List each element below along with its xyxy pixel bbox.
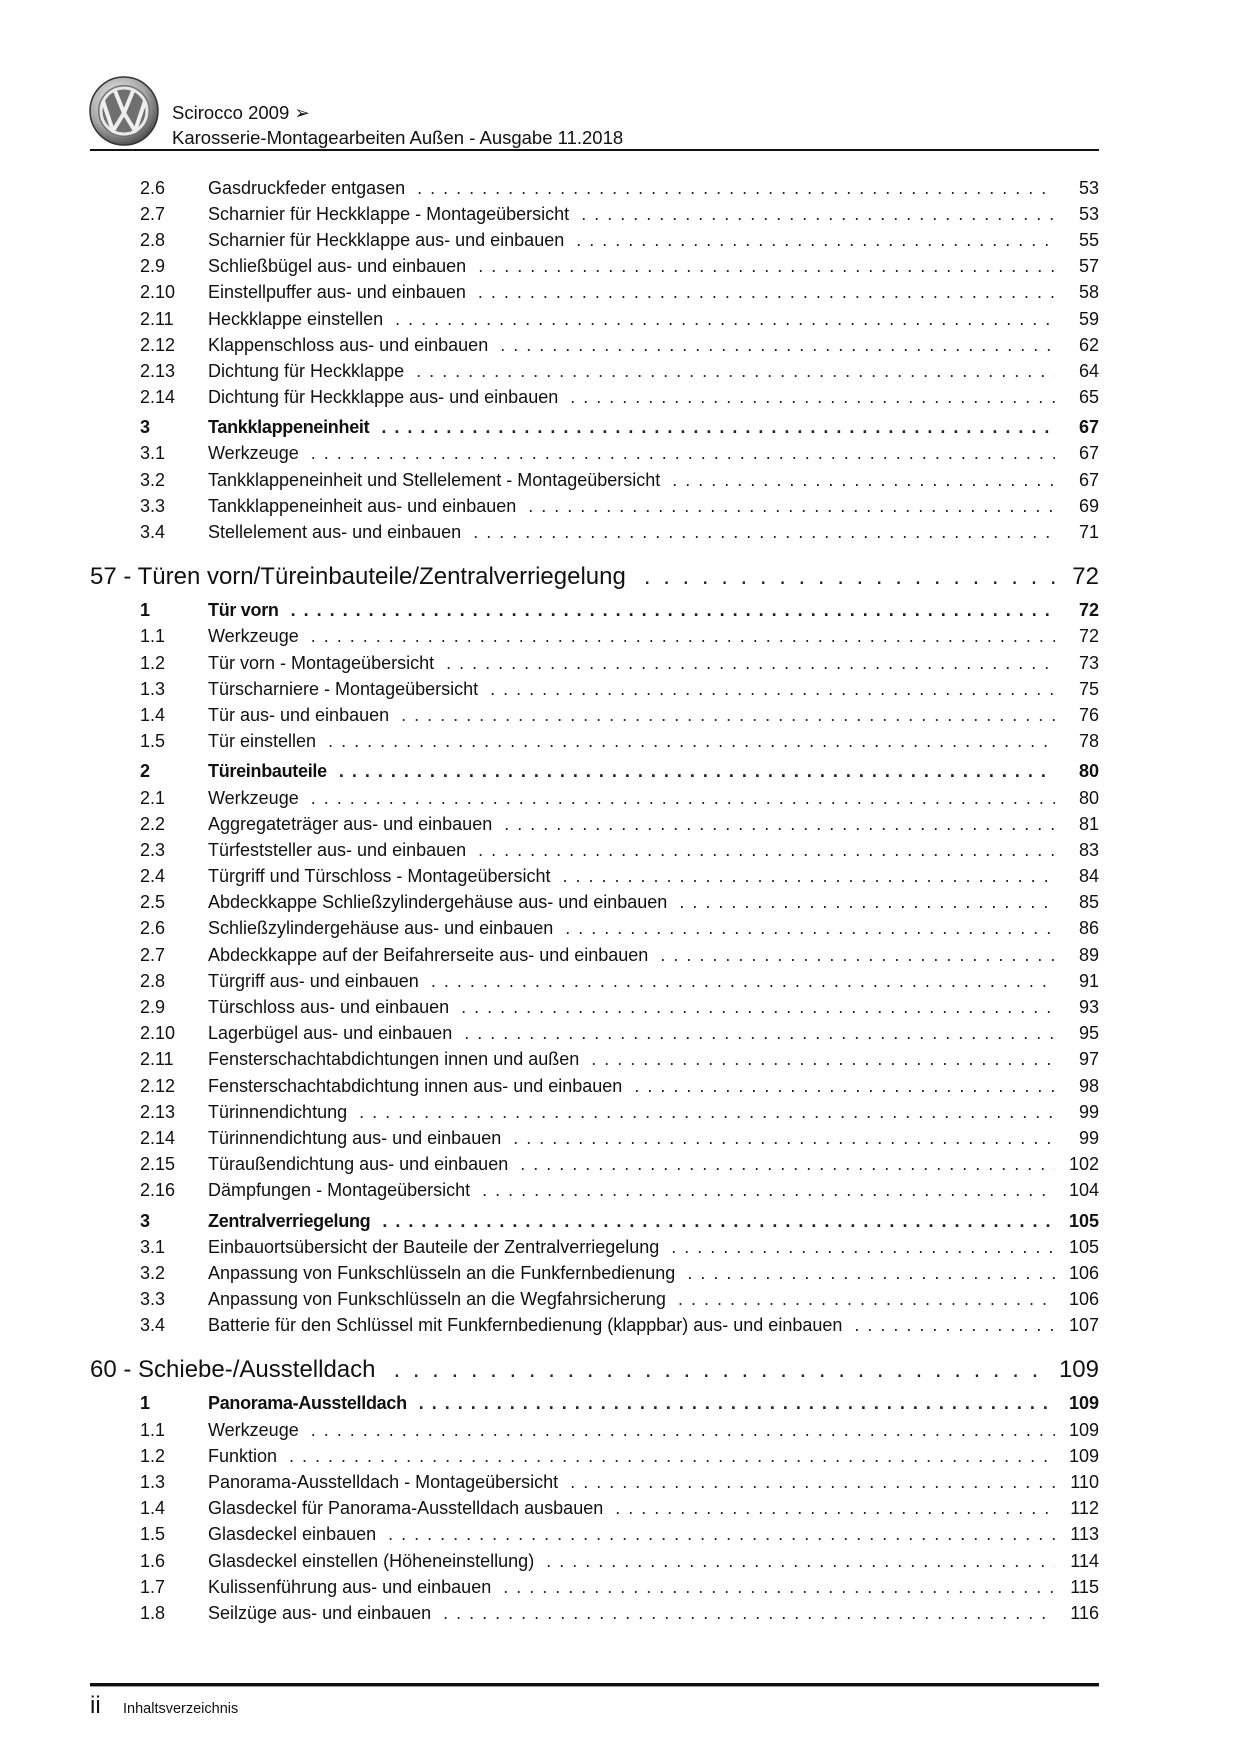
toc-entry-title: Glasdeckel einbauen [208,1524,377,1545]
dot-leader [443,1603,1055,1624]
toc-entry-page: 67 [1078,469,1099,490]
toc-entry-title: Türeinbauteile [208,761,327,782]
footer-rule [90,1683,1099,1687]
dot-leader [446,653,1055,674]
toc-entry-title: Tür vorn - Montageübersicht [208,652,435,673]
dot-leader [576,230,1055,251]
toc-item-row[interactable] [90,467,1099,493]
toc-entry-page: 75 [1078,678,1099,699]
toc-entry-number: 2.10 [140,282,176,303]
toc-entry-number: 1.7 [140,1576,166,1597]
toc-entry-page: 95 [1078,1023,1099,1044]
toc-item-row[interactable] [90,1234,1099,1260]
toc-entry-page: 72 [1072,562,1099,590]
toc-entry-title: Anpassung von Funkschlüsseln an die Wegfahrsicherung [208,1289,666,1310]
toc-entry-page: 72 [1078,626,1099,647]
toc-entry-title: Werkzeuge [208,443,299,464]
toc-entry-page: 67 [1078,417,1099,438]
toc-entry-page: 80 [1078,761,1099,782]
dot-leader [634,1076,1055,1097]
toc-entry-title: Dichtung für Heckklappe aus- und einbauen [208,387,559,408]
toc-entry-page: 59 [1078,308,1099,329]
toc-entry-number: 3 [140,1210,151,1231]
toc-entry-page: 109 [1068,1445,1099,1466]
toc-section-row[interactable] [90,1391,1099,1417]
toc-entry-title: Funktion [208,1445,278,1466]
toc-entry-page: 55 [1078,229,1099,250]
dot-leader [339,761,1055,782]
toc-entry-title: Batterie für den Schlüssel mit Funkfernbedienung (klappbar) aus- und einbauen [208,1315,843,1336]
toc-entry-number: 2.14 [140,387,176,408]
toc-item-row[interactable] [90,968,1099,994]
dot-leader [401,705,1055,726]
toc-entry-number: 2.14 [140,1127,176,1148]
toc-entry-title: Fensterschachtabdichtung innen aus- und einbauen [208,1075,623,1096]
toc-entry-page: 73 [1078,652,1099,673]
table-of-contents [90,175,1099,1627]
toc-entry-number: 1.3 [140,1472,166,1493]
toc-item-row[interactable] [90,1313,1099,1339]
dot-leader [565,918,1055,939]
dot-leader [478,282,1055,303]
dot-leader [311,626,1055,647]
toc-section-row[interactable] [90,759,1099,785]
toc-entry-title: Tankklappeneinheit [208,417,370,438]
dot-leader [570,387,1055,408]
toc-entry-page: 93 [1078,997,1099,1018]
toc-entry-page: 113 [1070,1524,1099,1545]
toc-entry-number: 2.9 [140,256,166,277]
toc-entry-number: 1.8 [140,1602,166,1623]
dot-leader [513,1128,1055,1149]
vw-logo [88,75,160,147]
toc-item-row[interactable] [90,1260,1099,1286]
toc-entry-page: 109 [1068,1419,1099,1440]
toc-entry-number: 2.6 [140,918,166,939]
toc-entry-page: 53 [1078,177,1099,198]
toc-entry-page: 89 [1078,944,1099,965]
dot-leader [504,814,1055,835]
dot-leader [644,563,1055,591]
toc-entry-page: 97 [1078,1049,1099,1070]
header-rule [90,149,1099,151]
toc-entry-title: Glasdeckel für Panorama-Ausstelldach ausbauen [208,1498,604,1519]
toc-entry-number: 1.2 [140,652,166,673]
toc-item-row[interactable] [90,785,1099,811]
toc-entry-title: 60 - Schiebe-/Ausstelldach [90,1355,376,1383]
toc-entry-number: 2 [140,761,151,782]
toc-entry-number: 2.5 [140,892,166,913]
toc-entry-number: 3.2 [140,1262,166,1283]
toc-entry-title: Glasdeckel einstellen (Höheneinstellung) [208,1550,535,1571]
toc-entry-page: 104 [1068,1180,1099,1201]
toc-item-row[interactable] [90,676,1099,702]
toc-entry-title: Lagerbügel aus- und einbauen [208,1023,453,1044]
toc-entry-number: 3.4 [140,522,166,543]
toc-entry-page: 106 [1068,1289,1099,1310]
toc-entry-page: 83 [1078,839,1099,860]
toc-entry-title: Schließbügel aus- und einbauen [208,256,467,277]
dot-leader [528,496,1055,517]
dot-leader [381,417,1055,438]
toc-entry-number: 2.6 [140,177,166,198]
dot-leader [581,204,1055,225]
toc-entry-number: 3.2 [140,469,166,490]
toc-entry-page: 67 [1078,443,1099,464]
dot-leader [520,1154,1055,1175]
toc-item-row[interactable] [90,916,1099,942]
toc-entry-title: Werkzeuge [208,787,299,808]
dot-leader [291,600,1055,621]
toc-entry-number: 3.1 [140,1236,166,1257]
dot-leader [678,1289,1055,1310]
dot-leader [416,361,1055,382]
toc-entry-title: Kulissenführung aus- und einbauen [208,1576,492,1597]
toc-entry-page: 69 [1078,495,1099,516]
toc-entry-title: Werkzeuge [208,1419,299,1440]
toc-entry-page: 110 [1070,1472,1099,1493]
toc-item-row[interactable] [90,1125,1099,1151]
toc-entry-page: 105 [1068,1236,1099,1257]
dot-leader [328,731,1055,752]
toc-entry-number: 1.5 [140,731,166,752]
toc-entry-number: 2.2 [140,813,166,834]
toc-entry-page: 86 [1078,918,1099,939]
toc-entry-page: 107 [1068,1315,1099,1336]
toc-entry-title: Türgriff aus- und einbauen [208,970,419,991]
dot-leader [671,1237,1055,1258]
toc-item-row[interactable] [90,650,1099,676]
toc-section-row[interactable] [90,598,1099,624]
toc-entry-title: Abdeckkappe auf der Beifahrerseite aus- und einbauen [208,944,649,965]
toc-entry-number: 1 [140,600,151,621]
header-model: Scirocco 2009 ➢ [172,102,310,123]
toc-entry-number: 2.12 [140,334,176,355]
dot-leader [311,1420,1055,1441]
toc-item-row[interactable] [90,280,1099,306]
toc-entry-title: Zentralverriegelung [208,1210,371,1231]
toc-item-row[interactable] [90,1417,1099,1443]
toc-entry-title: Tür einstellen [208,731,317,752]
dot-leader [687,1263,1055,1284]
toc-entry-number: 2.3 [140,839,166,860]
toc-item-row[interactable] [90,358,1099,384]
toc-entry-page: 115 [1070,1576,1099,1597]
dot-leader [679,892,1055,913]
toc-entry-number: 2.7 [140,944,166,965]
toc-entry-number: 2.11 [140,1049,174,1070]
toc-entry-title: Dichtung für Heckklappe [208,360,405,381]
toc-entry-page: 85 [1078,892,1099,913]
dot-leader [473,522,1055,543]
toc-entry-page: 53 [1078,203,1099,224]
toc-entry-page: 114 [1070,1550,1099,1571]
dot-leader [359,1102,1055,1123]
dot-leader [854,1315,1055,1336]
toc-entry-page: 112 [1070,1498,1099,1519]
toc-entry-number: 3.1 [140,443,166,464]
toc-item-row[interactable] [90,837,1099,863]
toc-entry-page: 58 [1078,282,1099,303]
toc-entry-number: 2.11 [140,308,174,329]
toc-section-row[interactable] [90,415,1099,441]
dot-leader [478,840,1055,861]
toc-item-row[interactable] [90,1021,1099,1047]
toc-entry-number: 2.13 [140,360,176,381]
toc-entry-number: 2.16 [140,1180,176,1201]
toc-entry-number: 2.13 [140,1101,176,1122]
toc-item-row[interactable] [90,519,1099,545]
toc-entry-title: Gasdruckfeder entgasen [208,177,406,198]
toc-item-row[interactable] [90,811,1099,837]
toc-entry-number: 2.1 [140,787,166,808]
toc-item-row[interactable] [90,1443,1099,1469]
toc-entry-page: 105 [1068,1210,1099,1231]
toc-item-row[interactable] [90,1073,1099,1099]
toc-entry-title: Tür vorn [208,600,279,621]
toc-entry-number: 1.3 [140,678,166,699]
toc-entry-number: 3 [140,417,151,438]
toc-entry-title: Türinnendichtung aus- und einbauen [208,1127,502,1148]
toc-item-row[interactable] [90,1287,1099,1313]
toc-item-row[interactable] [90,702,1099,728]
toc-item-row[interactable] [90,729,1099,755]
toc-entry-page: 98 [1078,1075,1099,1096]
toc-entry-page: 91 [1078,970,1099,991]
dot-leader [490,679,1055,700]
footer-label: Inhaltsverzeichnis [123,1701,239,1717]
toc-entry-title: 57 - Türen vorn/Türeinbauteile/Zentralverriegelung [90,562,626,590]
toc-entry-page: 76 [1078,704,1099,725]
toc-entry-title: Türfeststeller aus- und einbauen [208,839,467,860]
toc-entry-number: 1.1 [140,1419,166,1440]
toc-entry-number: 1.4 [140,1498,166,1519]
toc-entry-number: 3.3 [140,1289,166,1310]
toc-item-row[interactable] [90,441,1099,467]
toc-entry-title: Türschloss aus- und einbauen [208,997,450,1018]
toc-entry-number: 2.12 [140,1075,176,1096]
toc-entry-number: 1.4 [140,704,166,725]
dot-leader [289,1446,1055,1467]
toc-item-row[interactable] [90,306,1099,332]
dot-leader [311,443,1055,464]
toc-entry-page: 81 [1078,813,1099,834]
toc-entry-page: 99 [1078,1127,1099,1148]
toc-entry-title: Tankklappeneinheit und Stellelement - Montageübersicht [208,469,661,490]
toc-entry-title: Heckklappe einstellen [208,308,384,329]
toc-entry-page: 102 [1068,1154,1099,1175]
toc-entry-number: 2.9 [140,997,166,1018]
toc-entry-number: 1 [140,1393,151,1414]
toc-entry-title: Klappenschloss aus- und einbauen [208,334,489,355]
toc-item-row[interactable] [90,227,1099,253]
dot-leader [395,309,1055,330]
toc-chapter-row[interactable] [90,560,1099,594]
toc-item-row[interactable] [90,332,1099,358]
footer-page-number: ii [90,1692,101,1719]
dot-leader [478,256,1055,277]
toc-entry-title: Stellelement aus- und einbauen [208,522,462,543]
toc-item-row[interactable] [90,493,1099,519]
toc-entry-page: 109 [1058,1355,1099,1383]
header-subtitle: Karosserie-Montagearbeiten Außen - Ausgabe 11.2018 [172,127,624,148]
toc-entry-title: Einbauortsübersicht der Bauteile der Zentralverriegelung [208,1236,660,1257]
toc-entry-page: 116 [1070,1602,1099,1623]
toc-entry-number: 1.2 [140,1445,166,1466]
toc-entry-title: Türaußendichtung aus- und einbauen [208,1154,509,1175]
dot-leader [417,178,1055,199]
toc-item-row[interactable] [90,1047,1099,1073]
toc-entry-number: 2.15 [140,1154,176,1175]
toc-item-row[interactable] [90,201,1099,227]
toc-item-row[interactable] [90,1178,1099,1204]
toc-entry-title: Türscharniere - Montageübersicht [208,678,479,699]
toc-item-row[interactable] [90,254,1099,280]
toc-entry-title: Scharnier für Heckklappe - Montageübersicht [208,203,570,224]
toc-item-row[interactable] [90,1496,1099,1522]
dot-leader [419,1393,1055,1414]
dot-leader [500,335,1055,356]
toc-item-row[interactable] [90,1600,1099,1626]
toc-entry-title: Anpassung von Funkschlüsseln an die Funkfernbedienung [208,1262,676,1283]
toc-entry-title: Fensterschachtabdichtungen innen und außen [208,1049,580,1070]
toc-entry-page: 99 [1078,1101,1099,1122]
toc-entry-page: 64 [1078,360,1099,381]
toc-item-row[interactable] [90,890,1099,916]
dot-leader [591,1049,1055,1070]
toc-entry-number: 3.3 [140,495,166,516]
toc-entry-page: 62 [1078,334,1099,355]
toc-entry-title: Aggregateträger aus- und einbauen [208,813,493,834]
toc-entry-number: 1.6 [140,1550,166,1571]
toc-entry-number: 3.4 [140,1315,166,1336]
toc-entry-title: Werkzeuge [208,626,299,647]
toc-entry-title: Panorama-Ausstelldach - Montageübersicht [208,1472,559,1493]
toc-entry-page: 71 [1078,522,1099,543]
toc-entry-page: 80 [1078,787,1099,808]
toc-item-row[interactable] [90,1548,1099,1574]
toc-entry-page: 65 [1078,387,1099,408]
toc-entry-number: 2.8 [140,229,166,250]
toc-entry-page: 78 [1078,731,1099,752]
toc-entry-title: Einstellpuffer aus- und einbauen [208,282,466,303]
dot-leader [615,1498,1055,1519]
toc-item-row[interactable] [90,175,1099,201]
dot-leader [431,971,1055,992]
toc-entry-page: 84 [1078,866,1099,887]
toc-entry-number: 1.5 [140,1524,166,1545]
toc-item-row[interactable] [90,385,1099,411]
dot-leader [482,1180,1055,1201]
toc-item-row[interactable] [90,1099,1099,1125]
toc-entry-page: 106 [1068,1262,1099,1283]
toc-item-row[interactable] [90,864,1099,890]
toc-entry-page: 57 [1078,256,1099,277]
dot-leader [570,1472,1055,1493]
dot-leader [464,1023,1055,1044]
toc-entry-page: 72 [1078,600,1099,621]
toc-entry-title: Scharnier für Heckklappe aus- und einbauen [208,229,565,250]
toc-entry-title: Schließzylindergehäuse aus- und einbauen [208,918,554,939]
toc-entry-title: Dämpfungen - Montageübersicht [208,1180,471,1201]
toc-entry-title: Abdeckkappe Schließzylindergehäuse aus- und einbauen [208,892,668,913]
toc-entry-number: 2.7 [140,203,166,224]
toc-item-row[interactable] [90,1522,1099,1548]
toc-entry-title: Tür aus- und einbauen [208,704,390,725]
toc-item-row[interactable] [90,1574,1099,1600]
toc-entry-page: 109 [1068,1393,1099,1414]
dot-leader [394,1356,1049,1384]
toc-item-row[interactable] [90,942,1099,968]
dot-leader [660,945,1055,966]
toc-entry-number: 2.10 [140,1023,176,1044]
dot-leader [546,1551,1055,1572]
toc-chapter-row[interactable] [90,1353,1099,1387]
toc-entry-title: Türgriff und Türschloss - Montageübersicht [208,866,551,887]
toc-section-row[interactable] [90,1208,1099,1234]
dot-leader [563,866,1056,887]
dot-leader [388,1524,1055,1545]
dot-leader [382,1211,1055,1232]
toc-entry-number: 2.4 [140,866,166,887]
dot-leader [672,470,1055,491]
toc-item-row[interactable] [90,1469,1099,1495]
toc-entry-title: Panorama-Ausstelldach [208,1393,407,1414]
toc-entry-title: Türinnendichtung [208,1101,348,1122]
dot-leader [311,788,1055,809]
toc-item-row[interactable] [90,624,1099,650]
toc-item-row[interactable] [90,1152,1099,1178]
toc-item-row[interactable] [90,994,1099,1020]
dot-leader [461,997,1055,1018]
toc-entry-title: Seilzüge aus- und einbauen [208,1602,432,1623]
dot-leader [503,1577,1055,1598]
toc-entry-number: 2.8 [140,970,166,991]
toc-entry-number: 1.1 [140,626,166,647]
toc-entry-title: Tankklappeneinheit aus- und einbauen [208,495,517,516]
